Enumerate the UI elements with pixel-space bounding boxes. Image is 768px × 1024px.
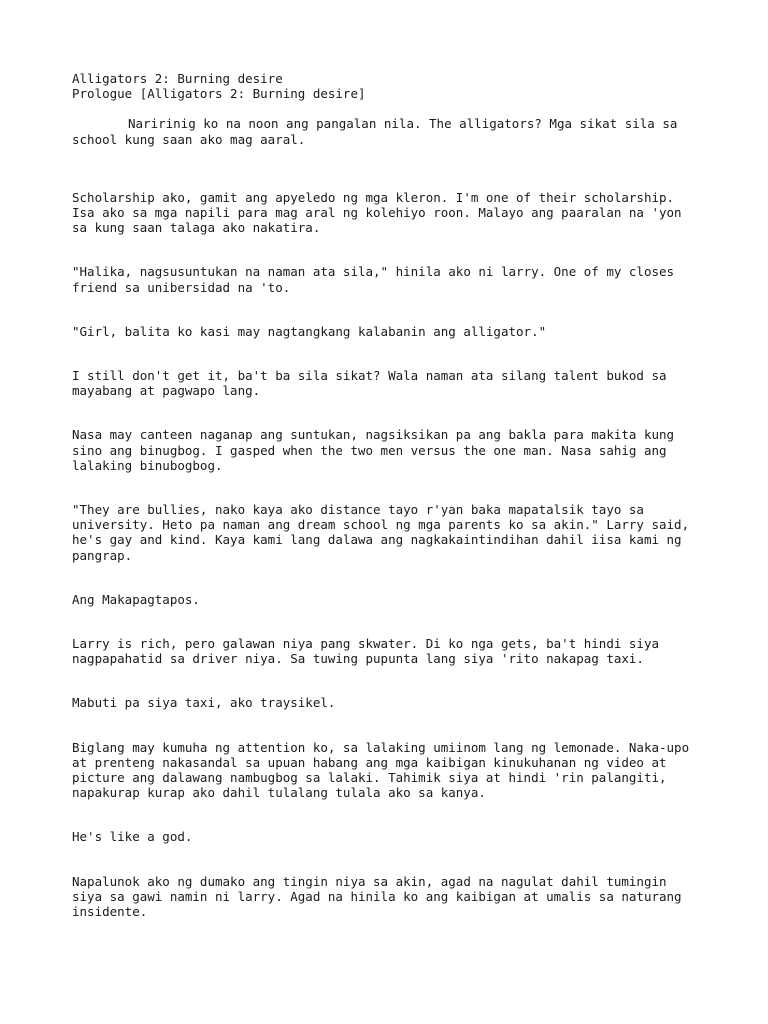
paragraph: "Girl, balita ko kasi may nagtangkang kalabanin ang alligator." — [72, 323, 547, 339]
paragraph: "They are bullies, nako kaya ako distance tayo r'yan baka mapatalsik tayo sa university. Heto pa naman ang dream school ng mga parents ko sa akin." Larry said, he's gay and kind. Kaya kami lang dalawa ang nagkakaintindihan dahil iisa kami ng pangrap. — [72, 502, 690, 563]
document-page — [72, 71, 702, 919]
paragraph: Biglang may kumuha ng attention ko, sa lalaking umiinom lang ng lemonade. Naka-upo at prenteng nakasandal sa upuan habang ang mga kaibigan kinukuhanan ng video at picture ang dalawang nambugbog sa lalaki. Tahimik siya at hindi 'rin palangiti, napakurap kurap ako dahil tulalang tulala ako sa kanya. — [72, 739, 690, 801]
document-title: Alligators 2: Burning desire — [72, 71, 283, 86]
paragraph: Naririnig ko na noon ang pangalan nila. The alligators? Mga sikat sila sa school kung saan ako mag aaral. — [72, 116, 678, 147]
paragraph: Nasa may canteen naganap ang suntukan, nagsiksikan pa ang bakla para makita kung sino ang binugbog. I gasped when the two men versus the one man. Nasa sahig ang lalaking binubogbog. — [72, 427, 675, 473]
paragraph: Scholarship ako, gamit ang apyeledo ng mga kleron. I'm one of their scholarship. Isa ako sa mga napili para mag aral ng kolehiyo roon. Malayo ang paaralan na 'yon sa kung saan talaga ako nakatira. — [72, 189, 682, 236]
paragraph: He's like a god. — [72, 829, 193, 845]
paragraph: I still don't get it, ba't ba sila sikat? Wala naman ata silang talent bukod sa mayabang at pagwapo lang. — [72, 368, 667, 399]
paragraph: "Halika, nagsusuntukan na naman ata sila," hinila ako ni larry. One of my closes friend sa unibersidad na 'to. — [72, 264, 675, 295]
document-subtitle: Prologue [Alligators 2: Burning desire] — [72, 86, 366, 102]
paragraph: Larry is rich, pero galawan niya pang skwater. Di ko nga gets, ba't hindi siya nagpapahatid sa driver niya. Sa tuwing pupunta lang siya 'rito nakapag taxi. — [72, 636, 659, 667]
paragraph: Mabuti pa siya taxi, ako traysikel. — [72, 695, 336, 711]
paragraph: Napalunok ako ng dumako ang tingin niya sa akin, agad na nagulat dahil tumingin siya sa gawi namin ni larry. Agad na hinila ko ang kaibigan at umalis sa naturang insidente. — [72, 873, 682, 920]
paragraph: Ang Makapagtapos. — [72, 591, 200, 607]
